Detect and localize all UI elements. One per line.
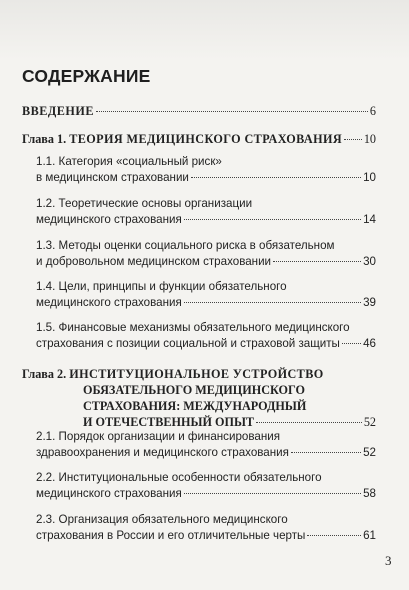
toc-section-1-5 <box>36 320 376 352</box>
dot-leader <box>256 422 362 423</box>
section-2-3-page: 61 <box>363 529 376 542</box>
chapter-2-title-line2: ОБЯЗАТЕЛЬНОГО МЕДИЦИНСКОГО <box>83 383 305 397</box>
chapter-2-prefix: Глава 2. <box>22 367 67 381</box>
section-1-4-line2: медицинского страхования <box>36 296 182 309</box>
chapter-2-title-line1: ИНСТИТУЦИОНАЛЬНОЕ УСТРОЙСТВО <box>69 367 324 381</box>
toc-section-1-2 <box>36 196 376 228</box>
section-1-4-line1: 1.4. Цели, принципы и функции обязательного <box>36 280 287 293</box>
section-1-1-line1: 1.1. Категория «социальный риск» <box>36 155 222 168</box>
section-2-2-line1: 2.2. Институциональные особенности обязательного <box>36 471 322 484</box>
dot-leader <box>344 139 362 140</box>
section-2-1-line2: здравоохранения и медицинского страхования <box>36 446 289 459</box>
toc-title: СОДЕРЖАНИЕ <box>22 66 151 86</box>
section-2-3-line2: страхования в России и его отличительные черты <box>36 529 306 542</box>
chapter-1-title: ТЕОРИЯ МЕДИЦИНСКОГО СТРАХОВАНИЯ <box>69 132 343 146</box>
page-number: 3 <box>385 553 392 568</box>
toc-entry-intro <box>22 103 376 119</box>
toc-section-1-1 <box>36 154 376 186</box>
section-1-2-line2: медицинского страхования <box>36 213 182 226</box>
section-1-1-line2: в медицинском страховании <box>36 171 189 184</box>
section-1-2-line1: 1.2. Теоретические основы организации <box>36 197 253 210</box>
section-2-1-page: 52 <box>363 446 376 459</box>
dot-leader <box>342 343 361 344</box>
dot-leader <box>291 452 361 453</box>
section-1-5-line2: страхования с позиции социальной и страховой защиты <box>36 337 340 350</box>
section-1-3-line1: 1.3. Методы оценки социального риска в обязательном <box>36 239 335 252</box>
section-1-3-page: 30 <box>363 255 376 268</box>
toc-section-2-1 <box>36 429 376 461</box>
intro-page: 6 <box>369 104 376 118</box>
chapter-2-title-line4: И ОТЕЧЕСТВЕННЫЙ ОПЫТ <box>83 415 255 429</box>
dot-leader <box>184 219 361 220</box>
dot-leader <box>307 535 361 536</box>
section-1-5-page: 46 <box>363 337 376 350</box>
section-1-4-page: 39 <box>363 296 376 309</box>
chapter-1-page: 10 <box>363 132 376 146</box>
dot-leader <box>96 111 368 112</box>
chapter-2-title-line3: СТРАХОВАНИЯ: МЕЖДУНАРОДНЫЙ <box>83 399 307 413</box>
toc-section-2-2 <box>36 470 376 502</box>
section-2-1-line1: 2.1. Порядок организации и финансирования <box>36 430 280 443</box>
dot-leader <box>273 261 361 262</box>
section-2-2-page: 58 <box>363 487 376 500</box>
chapter-2-page: 52 <box>363 415 376 429</box>
section-2-3-line1: 2.3. Организация обязательного медицинского <box>36 513 288 526</box>
dot-leader <box>184 493 361 494</box>
section-1-2-page: 14 <box>363 213 376 226</box>
section-1-3-line2: и добровольном медицинском страховании <box>36 255 272 268</box>
show-through-bleed <box>0 0 409 60</box>
toc-entry-chapter-1 <box>22 131 376 147</box>
dot-leader <box>184 302 361 303</box>
section-1-5-line1: 1.5. Финансовые механизмы обязательного медицинского <box>36 321 350 334</box>
toc-section-1-4 <box>36 279 376 311</box>
toc-section-2-3 <box>36 512 376 544</box>
intro-label: ВВЕДЕНИЕ <box>22 104 94 118</box>
section-2-2-line2: медицинского страхования <box>36 487 182 500</box>
chapter-1-prefix: Глава 1. <box>22 132 67 146</box>
toc-section-1-3 <box>36 238 376 270</box>
section-1-1-page: 10 <box>363 171 376 184</box>
toc-entry-chapter-2 <box>22 366 376 430</box>
dot-leader <box>191 177 361 178</box>
